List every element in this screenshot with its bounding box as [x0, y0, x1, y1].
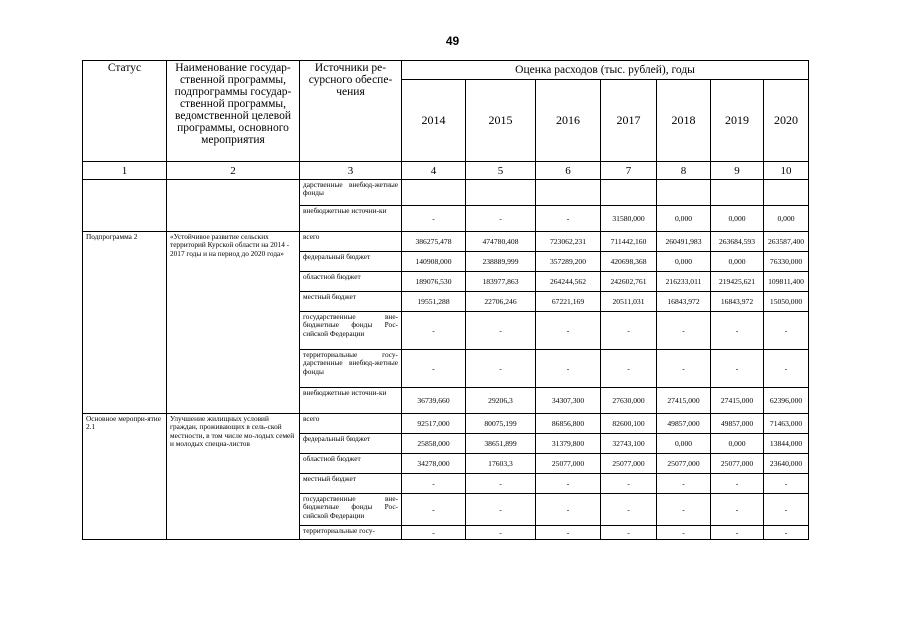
value-cell-2016: 86856,800 — [536, 414, 601, 434]
value-cell-2020: 23640,000 — [764, 454, 809, 474]
header-year-2019: 2019 — [711, 80, 764, 162]
value-cell-2014: 36739,660 — [402, 388, 466, 414]
column-number-7: 7 — [601, 162, 657, 180]
value-cell-2017: 31580,000 — [601, 206, 657, 232]
value-cell-2016: 67221,169 — [536, 292, 601, 312]
column-number-9: 9 — [711, 162, 764, 180]
value-cell-2016: 264244,562 — [536, 272, 601, 292]
value-cell-2019: 0,000 — [711, 252, 764, 272]
value-cell-2014: - — [402, 474, 466, 494]
value-cell-2020: 0,000 — [764, 206, 809, 232]
value-cell-2018: - — [657, 474, 711, 494]
value-cell-2014: - — [402, 206, 466, 232]
value-cell-2019: - — [711, 494, 764, 526]
value-cell-2019 — [711, 180, 764, 206]
header-program-name: Наименование государ-ственной программы, подпрограммы государ-ственной программы, ведомственной целевой программы, основного мероприятия — [167, 61, 300, 162]
value-cell-2020: - — [764, 312, 809, 350]
header-year-2016: 2016 — [536, 80, 601, 162]
value-cell-2020: 62396,000 — [764, 388, 809, 414]
value-cell-2018: - — [657, 526, 711, 540]
status-cell: Основное меропри-ятие 2.1 — [83, 414, 167, 540]
value-cell-2015: - — [466, 312, 536, 350]
source-cell: федеральный бюджет — [300, 434, 402, 454]
value-cell-2015: - — [466, 474, 536, 494]
column-number-6: 6 — [536, 162, 601, 180]
column-number-1: 1 — [83, 162, 167, 180]
value-cell-2015: 17603,3 — [466, 454, 536, 474]
value-cell-2020: - — [764, 474, 809, 494]
value-cell-2014: - — [402, 350, 466, 388]
header-year-2018: 2018 — [657, 80, 711, 162]
source-cell: федеральный бюджет — [300, 252, 402, 272]
value-cell-2019: 25077,000 — [711, 454, 764, 474]
status-cell — [83, 180, 167, 232]
value-cell-2014 — [402, 180, 466, 206]
header-expenses: Оценка расходов (тыс. рублей), годы — [402, 61, 809, 80]
value-cell-2016 — [536, 180, 601, 206]
value-cell-2015: 474780,408 — [466, 232, 536, 252]
column-number-8: 8 — [657, 162, 711, 180]
column-number-3: 3 — [300, 162, 402, 180]
column-number-10: 10 — [764, 162, 809, 180]
value-cell-2020: 263587,400 — [764, 232, 809, 252]
value-cell-2017: - — [601, 526, 657, 540]
value-cell-2015 — [466, 180, 536, 206]
source-cell: областной бюджет — [300, 454, 402, 474]
header-year-2017: 2017 — [601, 80, 657, 162]
value-cell-2018: 0,000 — [657, 434, 711, 454]
header-year-2014: 2014 — [402, 80, 466, 162]
source-cell: всего — [300, 414, 402, 434]
value-cell-2018: 16843,972 — [657, 292, 711, 312]
source-cell: территориальные госу- — [300, 526, 402, 540]
value-cell-2014: - — [402, 312, 466, 350]
value-cell-2017: 25077,000 — [601, 454, 657, 474]
header-status: Статус — [83, 61, 167, 162]
value-cell-2018: 49857,000 — [657, 414, 711, 434]
value-cell-2014: - — [402, 526, 466, 540]
value-cell-2017: - — [601, 312, 657, 350]
value-cell-2016: 34307,300 — [536, 388, 601, 414]
value-cell-2017: 27630,000 — [601, 388, 657, 414]
value-cell-2019: - — [711, 350, 764, 388]
value-cell-2019: 0,000 — [711, 434, 764, 454]
value-cell-2020: 13844,000 — [764, 434, 809, 454]
value-cell-2017 — [601, 180, 657, 206]
value-cell-2014: - — [402, 494, 466, 526]
value-cell-2016: - — [536, 206, 601, 232]
source-cell: внебюджетные источни-ки — [300, 206, 402, 232]
value-cell-2019: 16843,972 — [711, 292, 764, 312]
source-cell: территориальные госу-дарственные внебюд-жетные фонды — [300, 350, 402, 388]
value-cell-2018: - — [657, 312, 711, 350]
source-cell: внебюджетные источни-ки — [300, 388, 402, 414]
value-cell-2015: 80075,199 — [466, 414, 536, 434]
value-cell-2015: 38651,899 — [466, 434, 536, 454]
value-cell-2020: - — [764, 350, 809, 388]
value-cell-2018: 0,000 — [657, 206, 711, 232]
value-cell-2018: 25077,000 — [657, 454, 711, 474]
value-cell-2014: 34278,000 — [402, 454, 466, 474]
value-cell-2015: - — [466, 526, 536, 540]
source-cell: всего — [300, 232, 402, 252]
source-cell: областной бюджет — [300, 272, 402, 292]
value-cell-2019: 263684,593 — [711, 232, 764, 252]
source-cell: государственные вне-бюджетные фонды Рос-сийской Федерации — [300, 494, 402, 526]
status-cell: Подпрограмма 2 — [83, 232, 167, 414]
value-cell-2017: - — [601, 474, 657, 494]
value-cell-2015: - — [466, 350, 536, 388]
page-number: 49 — [445, 34, 460, 48]
value-cell-2016: - — [536, 474, 601, 494]
source-cell: местный бюджет — [300, 292, 402, 312]
source-cell: местный бюджет — [300, 474, 402, 494]
value-cell-2017: - — [601, 494, 657, 526]
value-cell-2019: 27415,000 — [711, 388, 764, 414]
table-row — [83, 232, 809, 252]
value-cell-2016: - — [536, 494, 601, 526]
column-number-4: 4 — [402, 162, 466, 180]
value-cell-2014: 19551,288 — [402, 292, 466, 312]
value-cell-2016: 31379,800 — [536, 434, 601, 454]
value-cell-2020: 109811,400 — [764, 272, 809, 292]
value-cell-2017: 711442,160 — [601, 232, 657, 252]
value-cell-2019: 49857,000 — [711, 414, 764, 434]
value-cell-2015: 238889,999 — [466, 252, 536, 272]
value-cell-2018: 27415,000 — [657, 388, 711, 414]
value-cell-2019: - — [711, 312, 764, 350]
value-cell-2017: 82600,100 — [601, 414, 657, 434]
program-name-cell — [167, 180, 300, 232]
value-cell-2016: - — [536, 526, 601, 540]
program-name-cell: «Устойчивое развитие сельских территорий Курской области на 2014 - 2017 годы и на период до 2020 года» — [167, 232, 300, 414]
source-cell: государственные вне-бюджетные фонды Рос-сийской Федерации — [300, 312, 402, 350]
table-row — [83, 414, 809, 434]
value-cell-2018: - — [657, 350, 711, 388]
header-year-2015: 2015 — [466, 80, 536, 162]
value-cell-2017: 32743,100 — [601, 434, 657, 454]
value-cell-2020: 71463,000 — [764, 414, 809, 434]
value-cell-2019: 0,000 — [711, 206, 764, 232]
value-cell-2019: - — [711, 474, 764, 494]
value-cell-2016: - — [536, 312, 601, 350]
value-cell-2019: - — [711, 526, 764, 540]
column-number-5: 5 — [466, 162, 536, 180]
table-row — [83, 180, 809, 206]
value-cell-2014: 92517,000 — [402, 414, 466, 434]
value-cell-2016: 25077,000 — [536, 454, 601, 474]
value-cell-2014: 140908,000 — [402, 252, 466, 272]
header-year-2020: 2020 — [764, 80, 809, 162]
value-cell-2017: 242602,761 — [601, 272, 657, 292]
value-cell-2020: 15050,000 — [764, 292, 809, 312]
value-cell-2017: 20511,031 — [601, 292, 657, 312]
value-cell-2018: - — [657, 494, 711, 526]
program-name-cell: Улучшение жилищных условий граждан, проживающих в сель-ской местности, в том числе мо-лодых семей и молодых специа-листов — [167, 414, 300, 540]
value-cell-2020: - — [764, 494, 809, 526]
column-number-2: 2 — [167, 162, 300, 180]
value-cell-2015: - — [466, 494, 536, 526]
source-cell: дарственные внебюд-жетные фонды — [300, 180, 402, 206]
value-cell-2014: 386275,478 — [402, 232, 466, 252]
value-cell-2015: 29206,3 — [466, 388, 536, 414]
value-cell-2019: 219425,621 — [711, 272, 764, 292]
value-cell-2020: - — [764, 526, 809, 540]
value-cell-2016: - — [536, 350, 601, 388]
value-cell-2017: - — [601, 350, 657, 388]
value-cell-2016: 723062,231 — [536, 232, 601, 252]
value-cell-2018: 216233,011 — [657, 272, 711, 292]
value-cell-2018 — [657, 180, 711, 206]
value-cell-2014: 189076,530 — [402, 272, 466, 292]
value-cell-2020: 76330,000 — [764, 252, 809, 272]
header-sources: Источники ре-сурсного обеспе-чения — [300, 61, 402, 162]
value-cell-2018: 260491,983 — [657, 232, 711, 252]
expenses-table — [82, 60, 809, 540]
value-cell-2015: 183977,863 — [466, 272, 536, 292]
value-cell-2018: 0,000 — [657, 252, 711, 272]
value-cell-2020 — [764, 180, 809, 206]
value-cell-2017: 420698,368 — [601, 252, 657, 272]
value-cell-2016: 357289,200 — [536, 252, 601, 272]
value-cell-2015: 22706,246 — [466, 292, 536, 312]
value-cell-2014: 25858,000 — [402, 434, 466, 454]
value-cell-2015: - — [466, 206, 536, 232]
